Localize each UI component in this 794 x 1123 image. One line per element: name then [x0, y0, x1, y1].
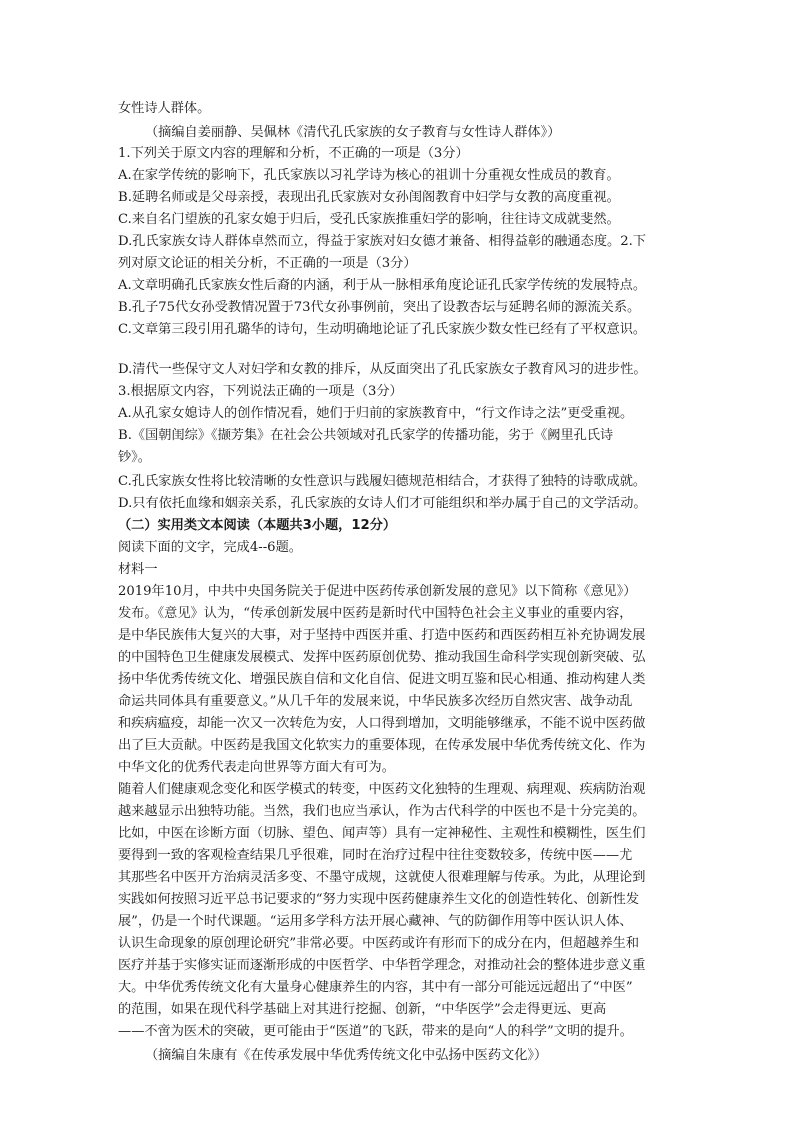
text-line: 1.下列关于原文内容的理解和分析，不正确的一项是（3分）	[118, 146, 469, 161]
text-line: ——不啻为医术的突破，更可能由于“医道”的飞跃，带来的是向“人的科学”文明的提升。	[118, 1024, 633, 1039]
text-line: 随着人们健康观念变化和医学模式的转变，中医药文化独特的生理观、病理观、疾病防治观	[118, 782, 646, 797]
text-line: 和疾病瘟疫，却能一次又一次转危为安，人口得到增加，文明能够继承，不能不说中医药做	[118, 716, 646, 731]
text-line: A.文章明确孔氏家族女性后裔的内涵，利于从一脉相承角度论证孔氏家学传统的发展特点。	[118, 278, 647, 293]
text-line: 越来越显示出独特功能。当然，我们也应当承认，作为古代科学的中医也不是十分完美的。	[118, 804, 646, 819]
text-line: C.孔氏家族女性将比较清晰的女性意识与践履妇德规范相结合，才获得了独特的诗歌成就。	[118, 474, 647, 489]
text-line: D.清代一些保守文人对妇学和女教的排斥，从反面突出了孔氏家族女子教育风习的进步性。	[118, 362, 647, 377]
text-line: C.文章第三段引用孔璐华的诗句，生动明确地论证了孔氏家族少数女性已经有了平权意识。	[118, 322, 647, 337]
text-line: 命运共同体具有重要意义。”从几千年的发展来说，中华民族多次经历自然灾害、战争动乱	[118, 694, 633, 709]
text-line: 发布。《意见》认为，“传承创新发展中医药是新时代中国特色社会主义事业的重要内容，	[118, 606, 633, 621]
text-line: 材料一	[118, 562, 158, 577]
text-line: 医疗并基于实修实证而逐渐形成的中医哲学、中华哲学理念，对推动社会的整体进步意义重	[118, 958, 646, 973]
text-line: D.只有依托血缘和姻亲关系，孔氏家族的女诗人们才可能组织和举办属于自己的文学活动。	[118, 496, 647, 511]
text-line: 扬中华优秀传统文化、增强民族自信和文化自信、促进文明互鉴和民心相通、推动构建人类	[118, 672, 646, 687]
text-line: A.在家学传统的影响下，孔氏家族以习礼学诗为核心的祖训十分重视女性成员的教育。	[118, 168, 620, 183]
text-line: 列对原文论证的相关分析，不正确的一项是（3分）	[118, 256, 417, 271]
text-line: D.孔氏家族女诗人群体卓然而立，得益于家族对妇女德才兼备、相得益彰的融通态度。2.下	[118, 234, 646, 249]
text-line: 其那些名中医开方治病灵活多变、不墨守成规，这就使人很难理解与传承。为此，从理论到	[118, 870, 646, 885]
section-heading: （二）实用类文本阅读（本题共3小题，12分）	[118, 518, 397, 533]
text-line: 的中国特色卫生健康发展模式、发挥中医药原创优势、推动我国生命科学实现创新突破、弘	[118, 650, 646, 665]
text-line: C.来自名门望族的孔家女媳于归后，受孔氏家族推重妇学的影响，往往诗文成就斐然。	[118, 212, 620, 227]
text-line: 3.根据原文内容，下列说法正确的一项是（3分）	[118, 384, 403, 399]
text-line: 2019年10月，中共中央国务院关于促进中医药传承创新发展的意见》以下简称《意见》）	[118, 584, 637, 599]
text-line: 比如，中医在诊断方面（切脉、望色、闻声等）具有一定神秘性、主观性和模糊性，医生们	[118, 826, 646, 841]
text-line: 是中华民族伟大复兴的大事，对于坚持中西医并重、打造中医药和西医药相互补充协调发展	[118, 628, 646, 643]
text-line: 阅读下面的文字，完成4--6题。	[118, 540, 302, 555]
text-line: 钞》。	[118, 450, 151, 465]
text-line: （摘编自姜丽静、吴佩林《清代孔氏家族的女子教育与女性诗人群体》）	[145, 125, 561, 140]
text-line: 的范围，如果在现代科学基础上对其进行挖掘、创新，“中华医学”会走得更远、更高	[118, 1002, 607, 1017]
text-line: 中华文化的优秀代表走向世界等方面大有可为。	[118, 760, 395, 775]
text-line: B.《国朝闺综》《撷芳集》在社会公共领域对孔氏家学的传播功能，劣于《阙里孔氏诗	[118, 428, 614, 443]
text-line: 要得到一致的客观检查结果几乎很难，同时在治疗过程中往往变数较多，传统中医——尤	[118, 848, 633, 863]
text-line: （摘编自朱康有《在传承发展中华优秀传统文化中弘扬中医药文化》）	[145, 1048, 548, 1063]
text-line: 展”，仍是一个时代课题。“运用多学科方法开展心藏神、气的防御作用等中医认识人体、	[118, 914, 633, 929]
text-line: 女性诗人群体。	[118, 101, 211, 116]
text-line: 认识生命现象的原创理论研究”非常必要。中医药或许有形而下的成分在内，但超越养生和	[118, 936, 640, 951]
text-line: A.从孔家女媳诗人的创作情况看，她们于归前的家族教育中，“行文作诗之法”更受重视。	[118, 406, 634, 421]
text-line: B.孔子75代女孙受教情况置于73代女孙事例前，突出了设教杏坛与延聘名师的源流关系。	[118, 300, 641, 315]
text-line: 大。中华优秀传统文化有大量身心健康养生的内容，其中有一部分可能远远超出了“中医”	[118, 980, 633, 995]
text-line: B.延聘名师或是父母亲授，表现出孔氏家族对女孙闺阁教育中妇学与女教的高度重视。	[118, 190, 620, 205]
text-line: 出了巨大贡献。中医药是我国文化软实力的重要体现，在传承发展中华优秀传统文化、作为	[118, 738, 646, 753]
text-line: 实践如何按照习近平总书记要求的“努力实现中医药健康养生文化的创造性转化、创新性发	[118, 892, 640, 907]
